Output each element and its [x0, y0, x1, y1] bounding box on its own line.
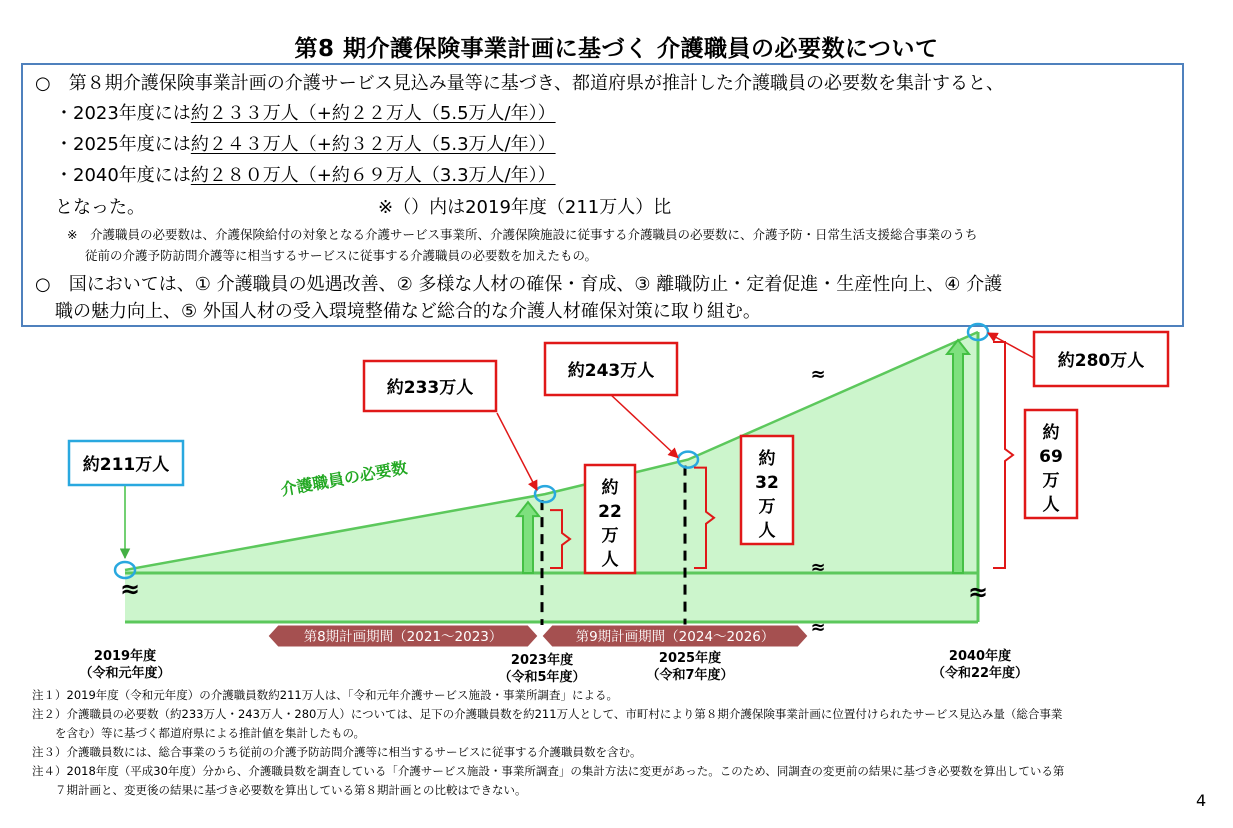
year-label: 2023年度 [510, 653, 574, 668]
increase-box-2023-text: 人 [601, 550, 619, 570]
increase-box-2040-text: 69 [1039, 447, 1063, 467]
value-label-2019-text: 約211万人 [82, 455, 170, 475]
increase-box-2040-text: 人 [1042, 495, 1060, 515]
increase-box-2023-text: 約 [601, 478, 619, 498]
footnote-4: 注４）2018年度（平成30年度）分から、介護職員数を調査している「介護サービス施設・事業所調査」の集計方法に変更があった。このため、同調査の変更前の結果に基づき必要数を算出している第 [32, 764, 1065, 778]
page-number: 4 [1196, 791, 1207, 810]
era-label: （令和7年度） [646, 668, 734, 683]
base-band [125, 573, 978, 622]
increase-box-2025-text: 万 [758, 497, 776, 517]
series-label: 介護職員の必要数 [279, 457, 409, 500]
period-bar-8-text: 第8期計画期間（2021～2023） [303, 629, 503, 645]
footnote-1: 注１）2019年度（令和元年度）の介護職員数約211万人は、「令和元年介護サービス施設・事業所調査」による。 [32, 688, 618, 702]
increase-box-2040-text: 約 [1042, 423, 1060, 443]
summary-note-line2: 従前の介護予防訪問介護等に相当するサービスに従事する介護職員の必要数を加えたもの。 [85, 248, 598, 263]
increase-box-2025-text: 人 [758, 521, 776, 541]
value-label-2040-text: 約280万人 [1057, 351, 1145, 371]
policy-line2: 職の魅力向上、⑤ 外国人材の受入環境整備など総合的な介護人材確保対策に取り組む。 [55, 301, 761, 322]
axis-break-mark: ≈ [810, 617, 826, 638]
increase-bracket [993, 342, 1013, 568]
year-label: 2019年度 [93, 649, 157, 664]
value-label-2025-text: 約243万人 [567, 361, 655, 381]
increase-box-2023-text: 22 [598, 502, 622, 522]
increase-box-2025-text: 32 [755, 473, 779, 493]
footnote-2-cont: を含む）等に基づく都道府県による推計値を集計したもの。 [32, 726, 366, 740]
item-2040-value: 約２８０万人（+約６９万人（3.3万人/年）） [190, 165, 556, 186]
era-label: （令和元年度） [79, 666, 171, 681]
policy-line1: ○ 国においては、① 介護職員の処遇改善、② 多様な人材の確保・育成、③ 離職防止・定着促進・生産性向上、④ 介護 [35, 274, 1003, 295]
summary-conclusion: となった。 [55, 197, 145, 218]
pointer-2025 [610, 394, 678, 458]
era-label: （令和5年度） [498, 670, 586, 685]
increase-box-2040-text: 万 [1042, 471, 1060, 491]
footnote-2: 注２）介護職員の必要数（約233万人・243万人・280万人）については、足下の介護職員数を約211万人として、市町村により第８期介護保険事業計画に位置付けられたサービス見込み量（総合事業 [32, 707, 1063, 721]
period-bar-9-text: 第9期計画期間（2024～2026） [575, 629, 775, 645]
item-2025-value: 約２４３万人（+約３２万人（5.3万人/年）） [190, 134, 556, 155]
item-2023-prefix: ・2023年度には [55, 103, 191, 124]
summary-base-note: ※（）内は2019年度（211万人）比 [378, 197, 672, 218]
pointer-2023 [497, 413, 537, 490]
era-label: （令和22年度） [931, 666, 1029, 681]
increase-box-2023-text: 万 [601, 526, 619, 546]
axis-break-mark: ≈ [810, 557, 826, 578]
page-title: 第8 期介護保険事業計画に基づく 介護職員の必要数について [294, 36, 939, 62]
footnote-3: 注３）介護職員数には、総合事業のうち従前の介護予防訪問介護等に相当するサービスに従事する介護職員数を含む。 [32, 745, 642, 759]
item-2023-value: 約２３３万人（+約２２万人（5.5万人/年）） [190, 103, 556, 124]
axis-break-mark: ≈ [967, 578, 989, 606]
year-label: 2040年度 [948, 649, 1012, 664]
footnote-4-cont: ７期計画と、変更後の結果に基づき必要数を算出している第８期計画との比較はできない。 [32, 783, 527, 797]
footnotes [32, 686, 1064, 800]
value-label-2023-text: 約233万人 [386, 378, 474, 398]
pointer-2040 [988, 333, 1034, 358]
axis-break-mark: ≈ [119, 575, 141, 603]
increase-box-2025-text: 約 [758, 449, 776, 469]
axis-break-mark: ≈ [810, 364, 826, 385]
item-2040-prefix: ・2040年度には [55, 165, 191, 186]
summary-note-line1: ※ 介護職員の必要数は、介護保険給付の対象となる介護サービス事業所、介護保険施設に従事する介護職員の必要数に、介護予防・日常生活支援総合事業のうち [67, 227, 978, 242]
year-label: 2025年度 [658, 651, 722, 666]
item-2025-prefix: ・2025年度には [55, 134, 191, 155]
summary-intro: ○ 第８期介護保険事業計画の介護サービス見込み量等に基づき、都道府県が推計した介護職員の必要数を集計すると、 [35, 73, 1004, 94]
